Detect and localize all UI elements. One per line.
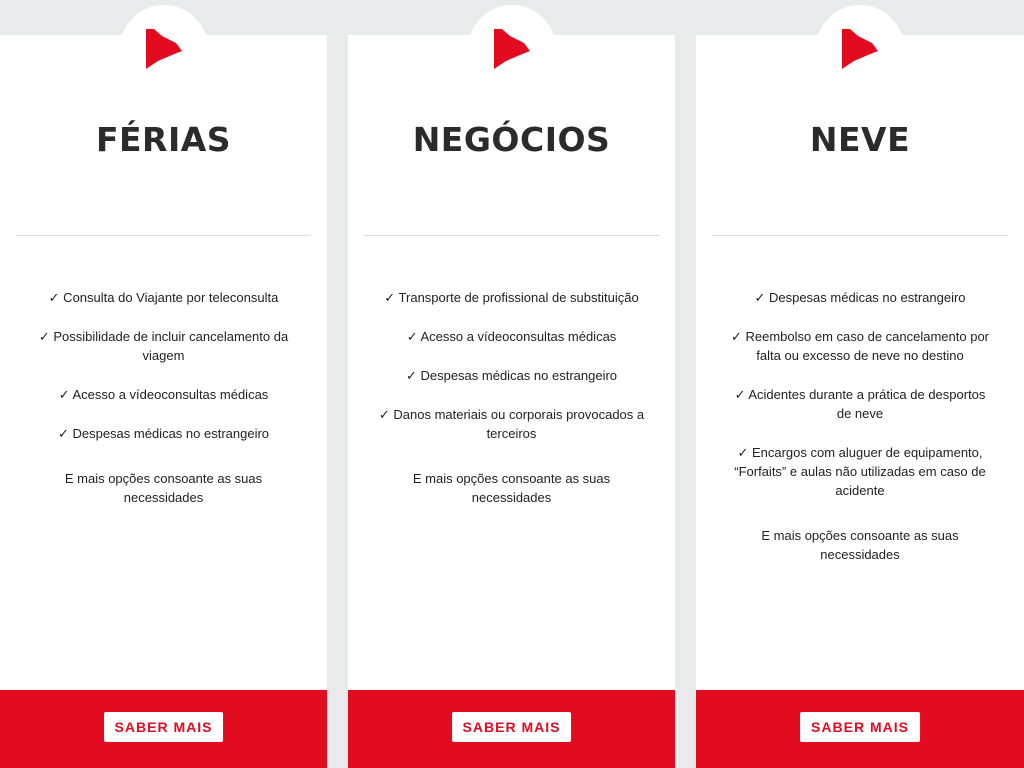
feature-item: ✓ Acesso a vídeoconsultas médicas (58, 387, 269, 402)
feature-item: ✓ Danos materiais ou corporais provocados a terceiros (378, 407, 645, 441)
plan-title: NEVE (809, 120, 911, 159)
feature-list (378, 288, 645, 507)
feature-item: ✓ Consulta do Viajante por teleconsulta (48, 290, 279, 305)
plan-card-ferias (0, 35, 327, 768)
logo-badge (816, 5, 904, 93)
red-flag-dog-logo-icon (142, 27, 186, 71)
feature-item: ✓ Acidentes durante a prática de desportos de neve (734, 387, 986, 421)
divider (712, 235, 1008, 236)
plan-title: FÉRIAS (95, 120, 232, 159)
feature-item: ✓ Reembolso em caso de cancelamento por falta ou excesso de neve no destino (730, 329, 990, 363)
plan-card-negocios (348, 35, 675, 768)
feature-item: ✓ Possibilidade de incluir cancelamento da viagem (38, 329, 289, 363)
more-options-text: E mais opções consoante as suas necessidades (761, 528, 959, 562)
more-options-text: E mais opções consoante as suas necessidades (64, 471, 263, 505)
card-footer (348, 690, 675, 768)
red-flag-dog-logo-icon (490, 27, 534, 71)
feature-list (726, 288, 994, 564)
card-footer (0, 690, 327, 768)
feature-item: ✓ Acesso a vídeoconsultas médicas (406, 329, 617, 344)
feature-item: ✓ Despesas médicas no estrangeiro (57, 426, 270, 441)
logo-badge (468, 5, 556, 93)
red-flag-dog-logo-icon (838, 27, 882, 71)
divider (364, 235, 659, 236)
plan-card-neve (696, 35, 1024, 768)
card-footer (696, 690, 1024, 768)
saber-mais-button[interactable]: SABER MAIS (104, 712, 224, 742)
feature-list (30, 288, 297, 507)
more-options-text: E mais opções consoante as suas necessidades (412, 471, 611, 505)
logo-badge (120, 5, 208, 93)
feature-item: ✓ Despesas médicas no estrangeiro (754, 290, 966, 305)
divider (16, 235, 311, 236)
feature-item: ✓ Despesas médicas no estrangeiro (405, 368, 618, 383)
feature-item: ✓ Encargos com aluguer de equipamento, “Forfaits” e aulas não utilizadas em caso de acidente (734, 445, 986, 498)
plan-title: NEGÓCIOS (412, 120, 611, 159)
saber-mais-button[interactable]: SABER MAIS (452, 712, 572, 742)
saber-mais-button[interactable]: SABER MAIS (800, 712, 920, 742)
feature-item: ✓ Transporte de profissional de substituição (384, 290, 639, 305)
